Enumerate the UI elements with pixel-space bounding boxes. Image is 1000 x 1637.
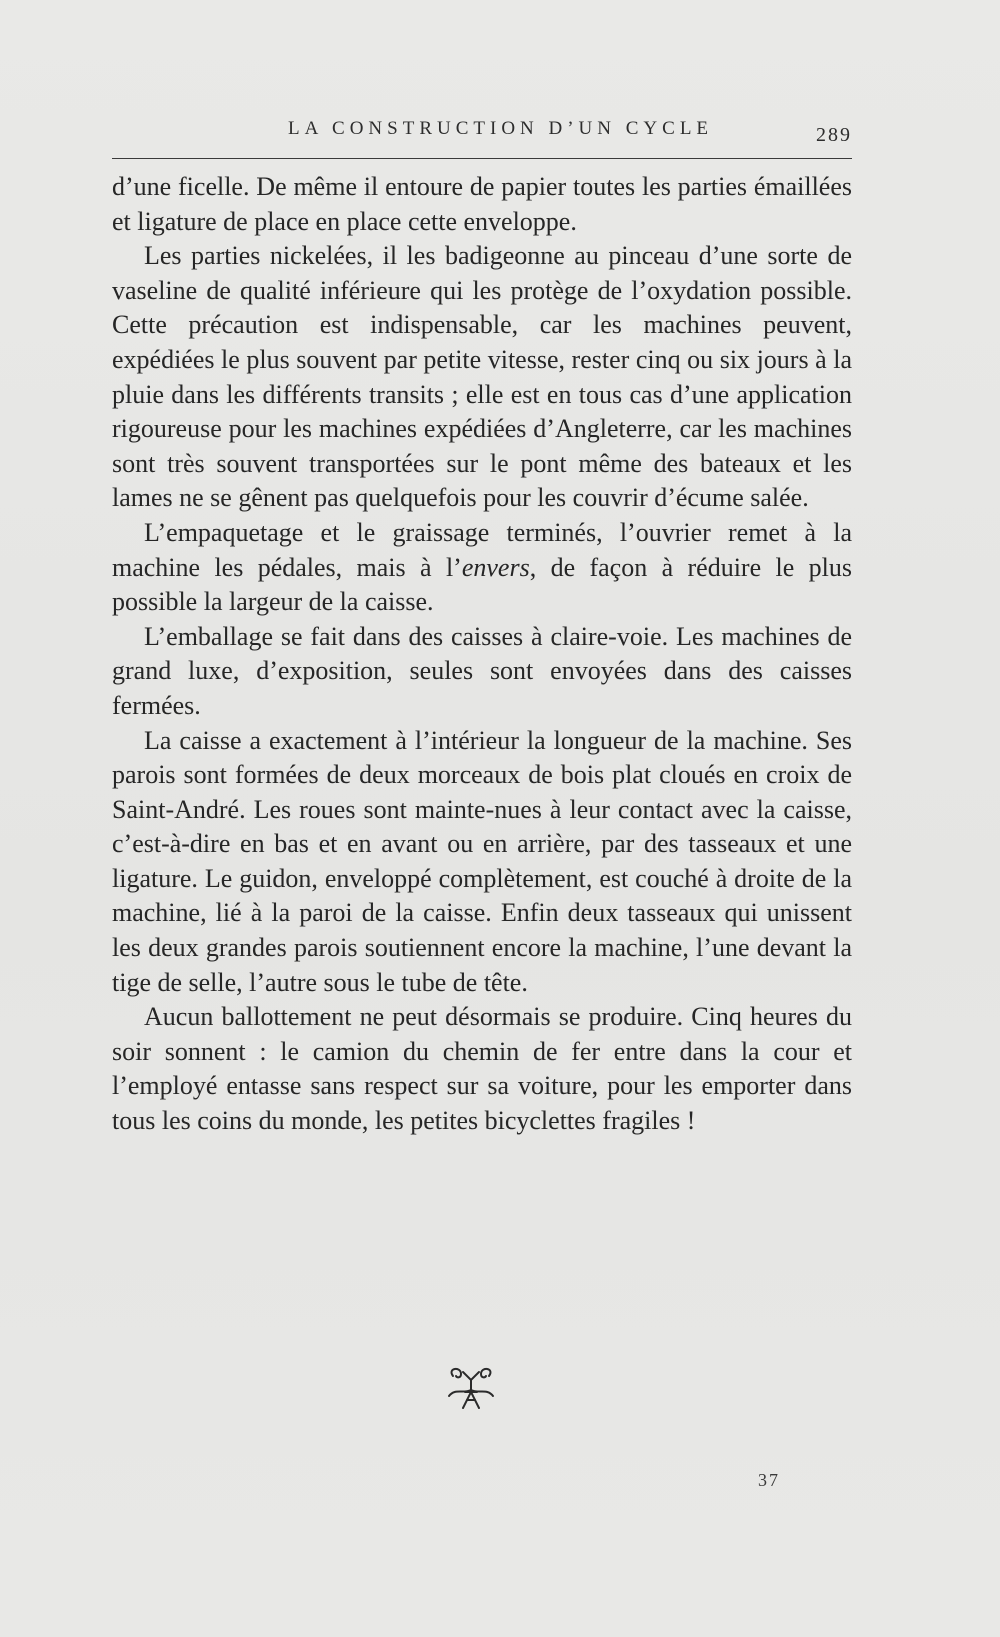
paragraph-crate-construction: La caisse a exactement à l’intérieur la longueur de la machine. Ses parois sont formées de deux morceaux de bois plat cloués en croix de Saint-André. Les roues sont mainte-nues à leur contact avec la caisse, c’est-à-dire en bas et en avant ou en arrière, par des tasseaux et une ligature. Le guidon, enveloppé complètement, est couché à droite de la machine, lié à la paroi de la caisse. Enfin deux tasseaux qui unissent les deux grandes parois soutiennent encore la machine, l’une devant la tige de selle, l’autre sous le tube de tête. [112,725,852,997]
paragraph-nickel-parts: Les parties nickelées, il les badigeonne au pinceau d’une sorte de vaseline de qualité inférieure qui les protège de l’oxydation possible. Cette précaution est indispensable, car les machines peuvent, expédiées le plus souvent par petite vitesse, rester cinq ou six jours à la pluie dans les différents transits ; elle est en tous cas d’une application rigoureuse pour les machines expédiées d’Angleterre, car les machines sont très souvent transportées sur le pont même des bateaux et les lames ne se gênent pas quelquefois pour les couvrir d’écume salée. [112,241,852,513]
paragraph-crates: L’emballage se fait dans des caisses à claire-voie. Les machines de grand luxe, d’exposition, seules sont envoyées dans des caisses fermées. [112,621,852,720]
paragraph-packing-text-after: , de façon à réduire le plus possible la largeur de la caisse. [112,552,852,617]
running-head [112,118,852,148]
page-number: 289 [816,124,852,146]
body-text [112,170,852,1139]
signature-mark: 37 [758,1470,780,1490]
paragraph-shipping: Aucun ballottement ne peut désormais se produire. Cinq heures du soir sonnent : le camion du chemin de fer entre dans la cour et l’employé entasse sans respect sur sa voiture, pour les emporter dans tous les coins du monde, les petites bicyclettes fragiles ! [112,1002,852,1136]
paragraph-continuation: d’une ficelle. De même il entoure de papier toutes les parties émaillées et ligature de place en place cette enveloppe. [112,172,852,236]
running-title: LA CONSTRUCTION D’UN CYCLE [288,118,714,139]
fleuron-ornament-icon [443,1366,499,1412]
emphasis-envers: envers [461,552,530,582]
paragraph-packing [112,516,852,620]
paragraph-packing-text-before: L’empaquetage et le graissage terminés, l’ouvrier remet à la machine les pédales, mais à l’ [112,517,852,582]
header-rule [112,158,852,159]
